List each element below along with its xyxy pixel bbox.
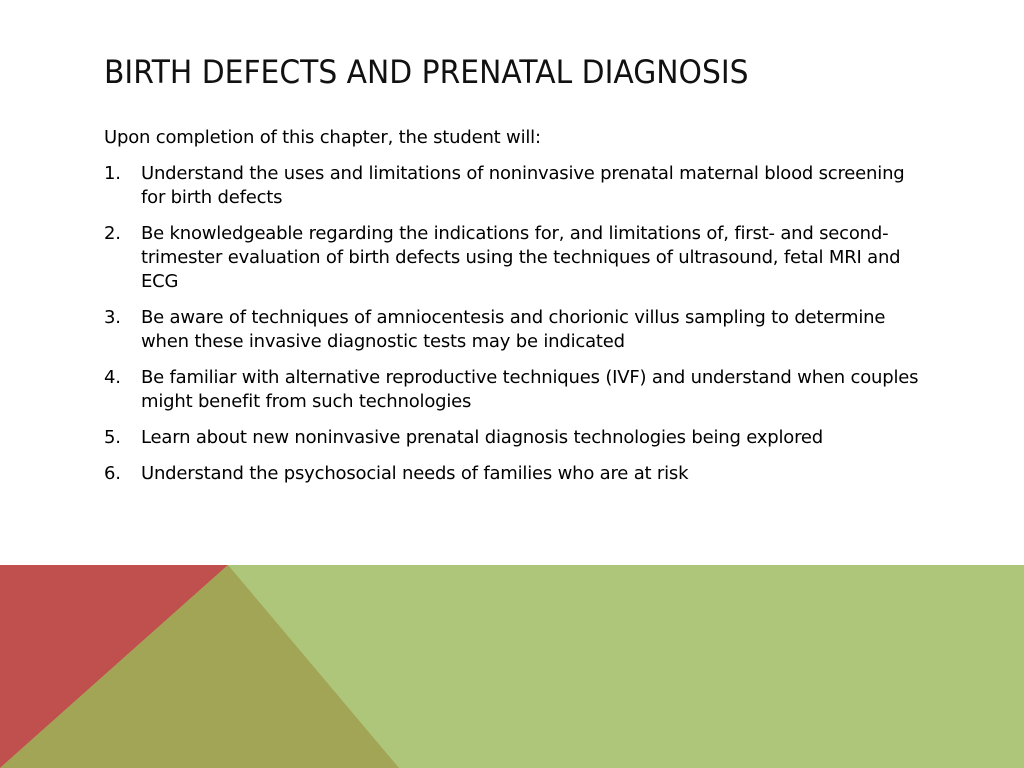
objective-item (104, 222, 924, 294)
objective-text: Be aware of techniques of amniocentesis and chorionic villus sampling to determine when these invasive diagnostic tests may be indicated (141, 307, 886, 352)
objective-item (104, 426, 924, 450)
objectives-list (104, 162, 924, 486)
objective-number: 5. (104, 427, 121, 448)
objective-text: Understand the psychosocial needs of families who are at risk (141, 463, 689, 484)
objective-item (104, 366, 924, 414)
slide-content (104, 126, 924, 498)
objective-item (104, 162, 924, 210)
intro-text: Upon completion of this chapter, the student will: (104, 127, 541, 148)
objective-text: Learn about new noninvasive prenatal diagnosis technologies being explored (141, 427, 823, 448)
decorative-footer-band (0, 565, 1024, 768)
objective-number: 4. (104, 367, 121, 388)
objective-number: 6. (104, 463, 121, 484)
objective-number: 3. (104, 307, 121, 328)
objective-text: Be knowledgeable regarding the indications for, and limitations of, first- and second-trimester evaluation of birth defects using the techniques of ultrasound, fetal MRI and ECG (141, 223, 901, 292)
objective-text: Be familiar with alternative reproductive techniques (IVF) and understand when couples might benefit from such technologies (141, 367, 919, 412)
objective-item (104, 306, 924, 354)
objective-number: 2. (104, 223, 121, 244)
objective-text: Understand the uses and limitations of noninvasive prenatal maternal blood screening for birth defects (141, 163, 905, 208)
slide-title: BIRTH DEFECTS AND PRENATAL DIAGNOSIS (104, 53, 749, 91)
objective-number: 1. (104, 163, 121, 184)
objective-item (104, 462, 924, 486)
